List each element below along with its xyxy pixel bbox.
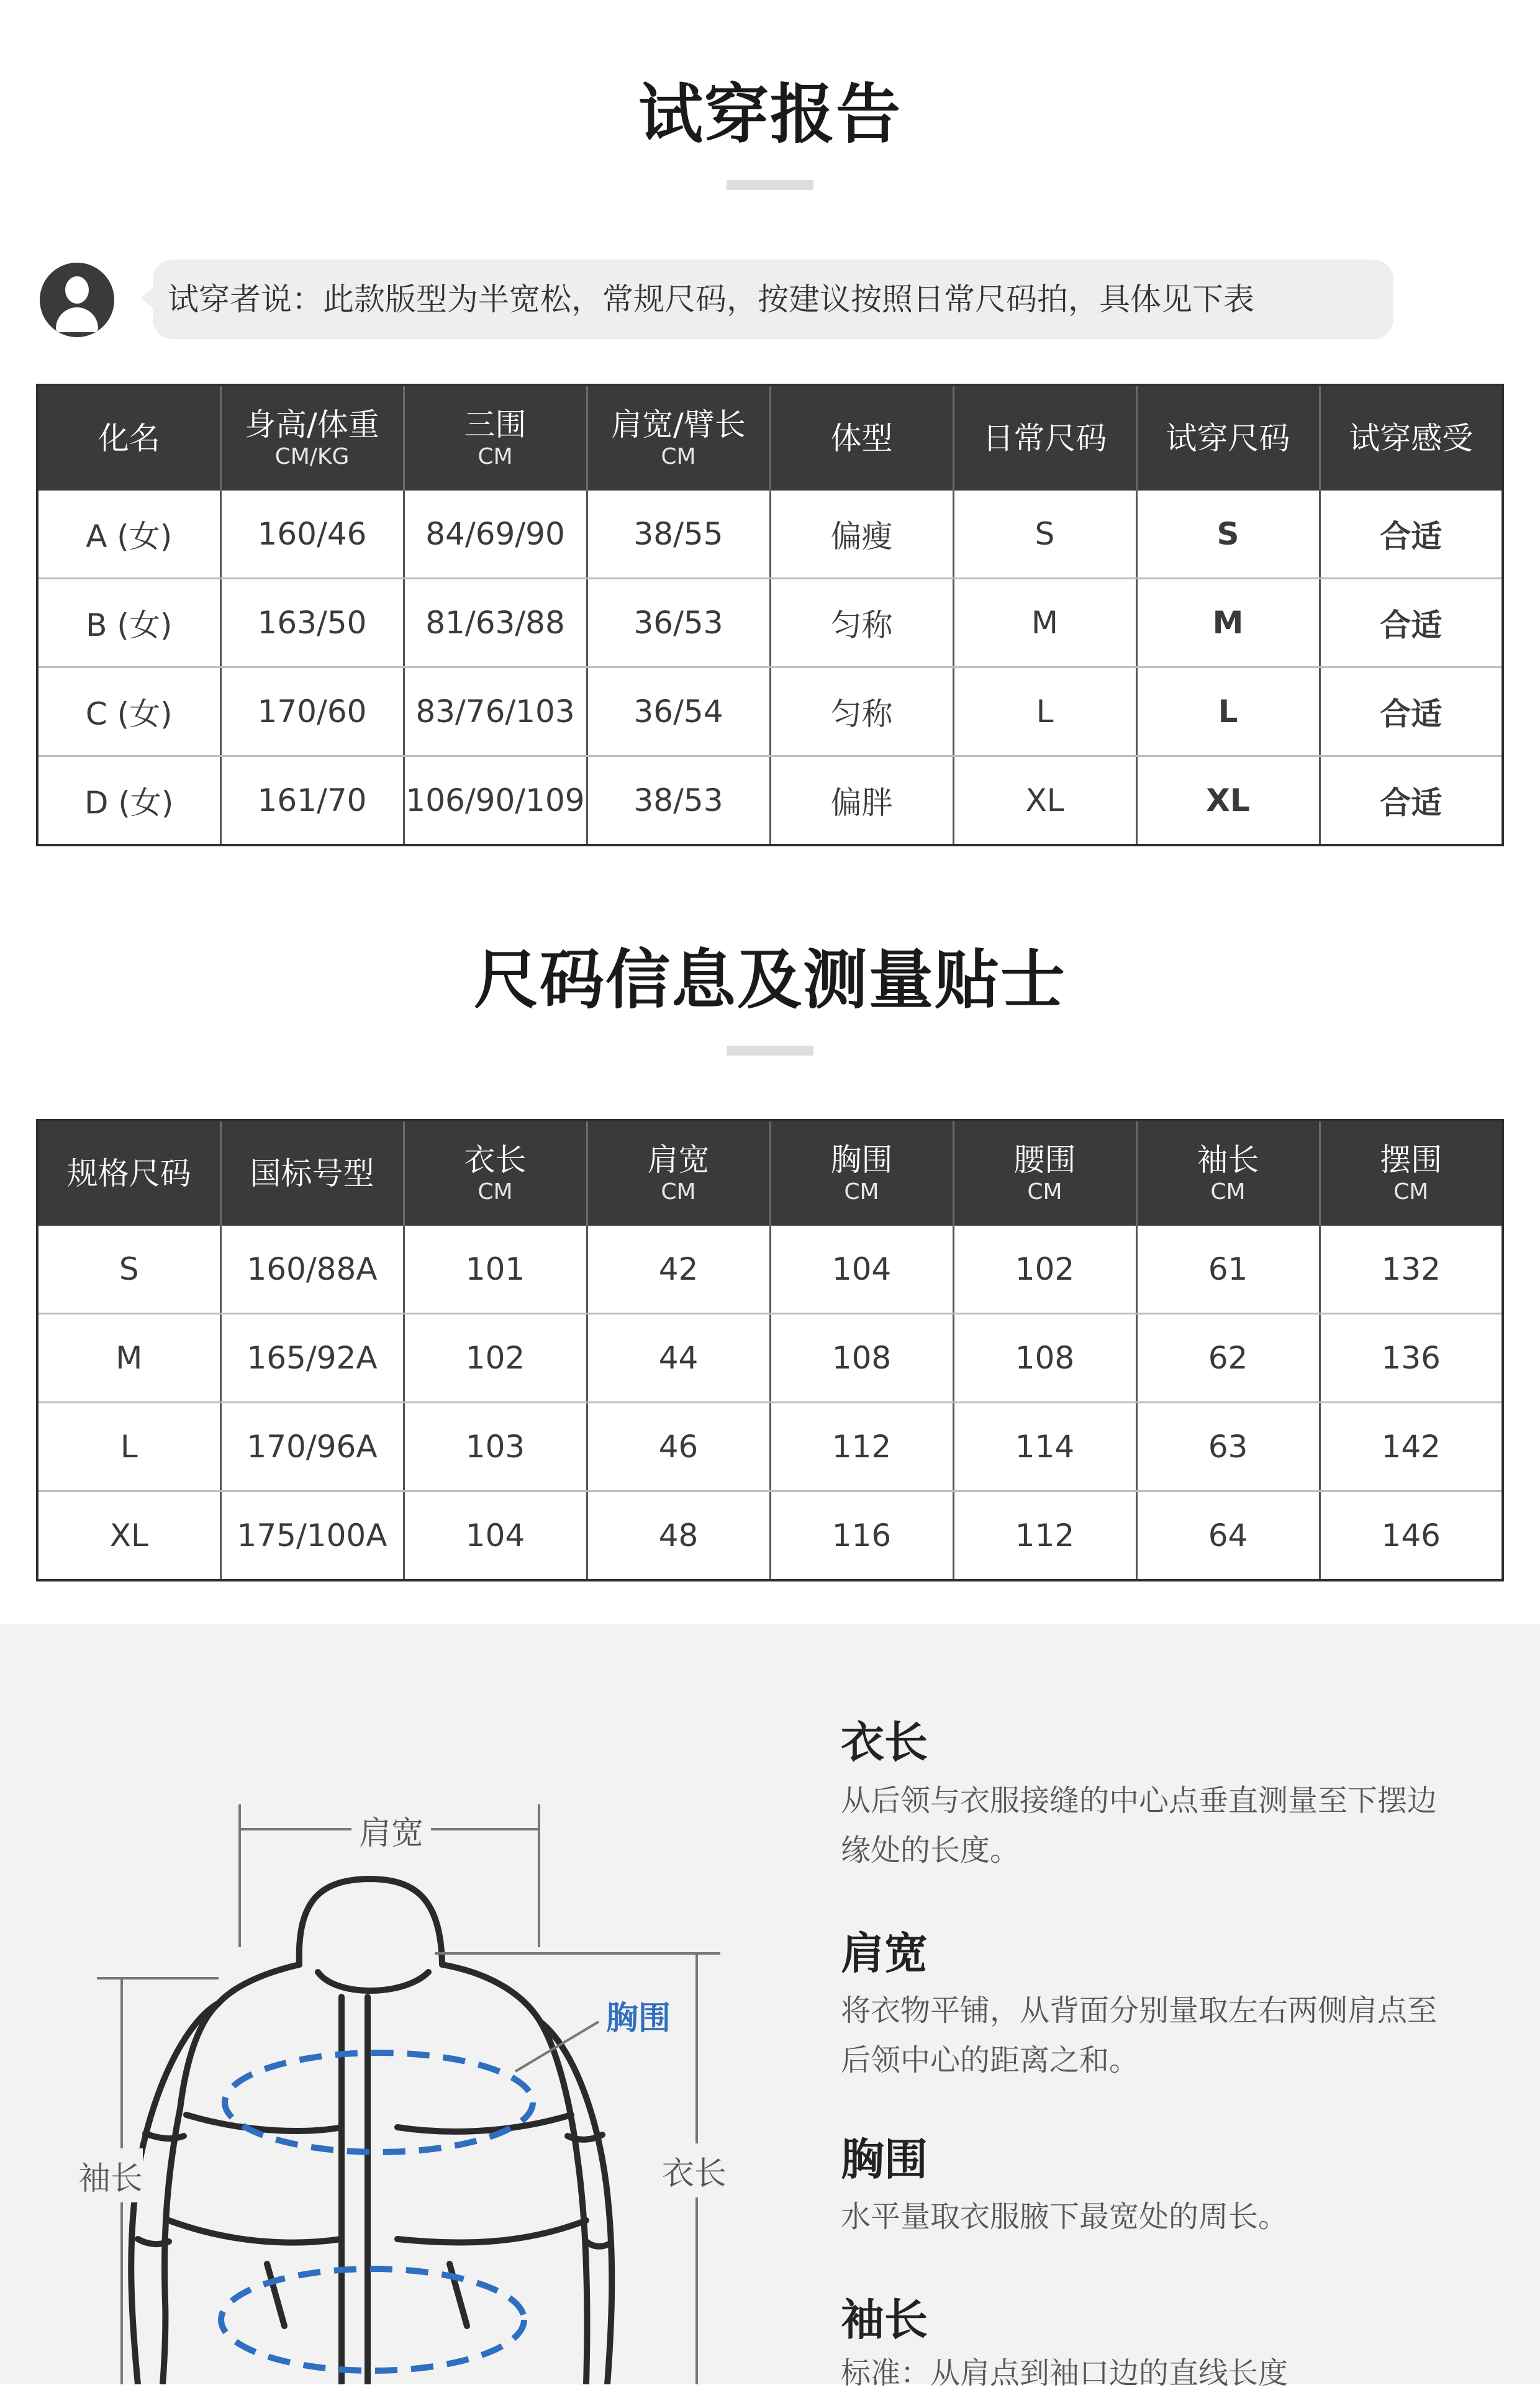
fitting-header-row: [37, 385, 1503, 491]
cell-shoulder: 48: [587, 1491, 770, 1581]
cell-hem: 132: [1320, 1226, 1503, 1314]
cell-measurements: 106/90/109: [404, 756, 587, 846]
cell-measurements: 83/76/103: [404, 667, 587, 756]
cell-size: L: [37, 1403, 220, 1491]
cell-length: 101: [404, 1226, 587, 1314]
tip-text-sleeve: 标准：从肩点到袖口边的直线长度: [841, 2356, 1289, 2391]
table-row: [37, 667, 1503, 756]
header-shoulder-arm: 肩宽/臂长 CM: [587, 385, 770, 491]
table-row: [37, 491, 1503, 579]
header-shoulder: 肩宽 CM: [587, 1120, 770, 1226]
cell-height-weight: 160/46: [220, 491, 404, 579]
cell-chest: 112: [770, 1403, 953, 1491]
cell-height-weight: 170/60: [220, 667, 404, 756]
cell-sleeve: 62: [1136, 1314, 1320, 1403]
cell-hem: 136: [1320, 1314, 1503, 1403]
tip-text-chest: 水平量取衣服腋下最宽处的周长。: [841, 2199, 1289, 2234]
tip-title-sleeve: 袖长: [841, 2294, 928, 2345]
cell-shoulder-arm: 36/54: [587, 667, 770, 756]
cell-fit-feeling: 合适: [1380, 785, 1443, 821]
cell-alias: C (女): [37, 667, 220, 756]
header-body-type: 体型: [770, 385, 953, 491]
cell-standard: 165/92A: [220, 1314, 404, 1403]
cell-standard: 160/88A: [220, 1226, 404, 1314]
header-length: 衣长 CM: [404, 1120, 587, 1226]
header-standard: 国标号型: [220, 1120, 404, 1226]
table-row: [37, 1226, 1503, 1314]
jacket-diagram: [0, 1624, 807, 2384]
cell-shoulder: 42: [587, 1226, 770, 1314]
diagram-label-shoulder: 肩宽: [351, 1807, 431, 1853]
header-waist: 腰围 CM: [953, 1120, 1136, 1226]
cell-usual-size: M: [953, 579, 1136, 667]
table-row: [37, 1491, 1503, 1581]
cell-body-type: 偏瘦: [770, 491, 953, 579]
cell-usual-size: XL: [953, 756, 1136, 846]
cell-size: M: [37, 1314, 220, 1403]
cell-chest: 116: [770, 1491, 953, 1581]
jacket-left-pocket: [267, 2264, 284, 2326]
table-row: [37, 579, 1503, 667]
diagram-label-length: 衣长: [662, 2143, 727, 2197]
header-sleeve: 袖长 CM: [1136, 1120, 1320, 1226]
cell-waist: 114: [953, 1403, 1136, 1491]
tester-comment: 试穿者说：此款版型为半宽松，常规尺码，按建议按照日常尺码拍，具体见下表: [153, 260, 1393, 339]
cell-usual-size: L: [953, 667, 1136, 756]
tip-title-shoulder: 肩宽: [841, 1928, 928, 1979]
header-size: 规格尺码: [37, 1120, 220, 1226]
fitting-report-title: 试穿报告: [638, 76, 902, 152]
cell-tried-size: XL: [1136, 756, 1320, 846]
cell-measurements: 84/69/90: [404, 491, 587, 579]
diagram-label-chest: 胸围: [606, 2000, 671, 2037]
user-avatar-icon: [40, 263, 114, 337]
tip-text-length: 从后领与衣服接缝的中心点垂直测量至下摆边缘处的长度。: [841, 1783, 1438, 1868]
cell-hem: 146: [1381, 1518, 1441, 1554]
header-height-weight: 身高/体重 CM/KG: [220, 385, 404, 491]
cell-fit-feeling: 合适: [1320, 491, 1503, 579]
cell-alias: A (女): [37, 491, 220, 579]
cell-fit-feeling: 合适: [1320, 579, 1503, 667]
title-divider: [727, 180, 813, 190]
table-row: [37, 1314, 1503, 1403]
cell-sleeve: 61: [1136, 1226, 1320, 1314]
jacket-right-sleeve: [540, 2022, 612, 2384]
fitting-table: [36, 384, 1504, 846]
header-measurements: 三围 CM: [404, 385, 587, 491]
table-row: [37, 756, 1503, 846]
speech-bubble-tail: [140, 287, 154, 309]
size-header-row: [37, 1120, 1503, 1226]
jacket-right-pocket: [450, 2264, 467, 2326]
cell-waist: 108: [953, 1314, 1136, 1403]
hem-measure-line: [221, 2269, 524, 2371]
cell-chest: 104: [770, 1226, 953, 1314]
cell-length: 103: [404, 1403, 587, 1491]
cell-fit-feeling: 合适: [1320, 667, 1503, 756]
header-tried-size: 试穿尺码: [1136, 385, 1320, 491]
cell-shoulder-arm: 38/55: [587, 491, 770, 579]
tip-text-shoulder: 将衣物平铺，从背面分别量取左右两侧肩点至后领中心的距离之和。: [841, 1993, 1438, 2078]
cell-size: S: [37, 1226, 220, 1314]
cell-sleeve: 63: [1136, 1403, 1320, 1491]
cell-chest: 108: [770, 1314, 953, 1403]
cell-sleeve: 64: [1136, 1491, 1320, 1581]
cell-body-type: 匀称: [770, 667, 953, 756]
diagram-label-sleeve: 袖长: [78, 2148, 143, 2202]
chest-measure-line: [225, 2053, 533, 2152]
cell-shoulder-arm: 36/53: [587, 579, 770, 667]
size-info-title: 尺码信息及测量贴士: [473, 942, 1066, 1018]
cell-waist: 102: [953, 1226, 1136, 1314]
jacket-collar: [299, 1879, 442, 1965]
title-divider: [727, 1046, 813, 1056]
jacket-left-sleeve: [131, 2003, 219, 2384]
cell-length: 102: [404, 1314, 587, 1403]
header-hem: 摆围 CM: [1320, 1120, 1503, 1226]
cell-height-weight: 163/50: [220, 579, 404, 667]
cell-tried-size: L: [1136, 667, 1320, 756]
cell-shoulder-arm: 38/53: [587, 756, 770, 846]
cell-alias: D (女): [37, 756, 220, 846]
cell-tried-size: S: [1136, 491, 1320, 579]
cell-body-type: 匀称: [770, 579, 953, 667]
tip-title-chest: 胸围: [841, 2134, 928, 2185]
cell-tried-size: M: [1136, 579, 1320, 667]
table-row: [37, 1403, 1503, 1491]
cell-usual-size: S: [953, 491, 1136, 579]
cell-standard: 175/100A: [220, 1491, 404, 1581]
header-alias: 化名: [37, 385, 220, 491]
cell-length: 104: [404, 1491, 587, 1581]
size-table: [36, 1119, 1504, 1581]
cell-measurements: 81/63/88: [404, 579, 587, 667]
jacket-body: [163, 1965, 299, 2384]
cell-hem: 142: [1320, 1403, 1503, 1491]
cell-size: XL: [37, 1491, 220, 1581]
tip-title-length: 衣长: [841, 1717, 928, 1768]
cell-body-type: 偏胖: [770, 756, 953, 846]
cell-alias: B (女): [37, 579, 220, 667]
cell-shoulder: 44: [587, 1314, 770, 1403]
cell-height-weight: 161/70: [220, 756, 404, 846]
cell-shoulder: 46: [587, 1403, 770, 1491]
header-chest: 胸围 CM: [770, 1120, 953, 1226]
cell-waist: 112: [953, 1491, 1136, 1581]
cell-standard: 170/96A: [220, 1403, 404, 1491]
header-fit-feeling: 试穿感受: [1320, 385, 1503, 491]
header-usual-size: 日常尺码: [953, 385, 1136, 491]
